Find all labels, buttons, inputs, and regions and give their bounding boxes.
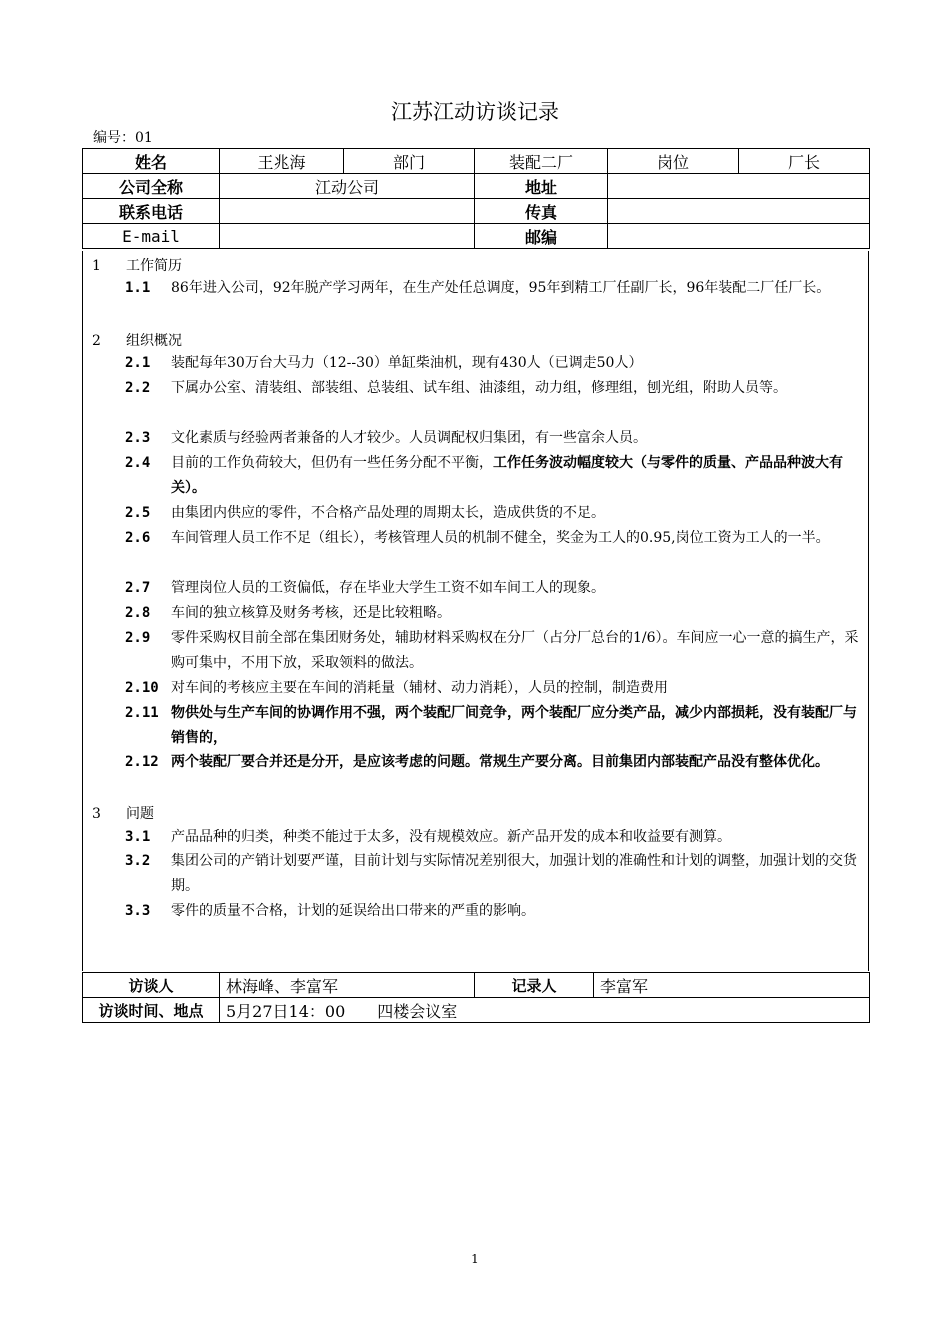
item-3-1 — [125, 825, 860, 850]
section-problems — [92, 803, 154, 823]
item-number: 2.2 — [125, 380, 151, 396]
section-number: 1 — [92, 258, 101, 274]
item-2-1 — [125, 351, 860, 376]
fax-value — [608, 199, 870, 224]
section-title: 问题 — [126, 806, 154, 822]
item-number: 2.11 — [125, 705, 159, 721]
item-2-11 — [125, 701, 860, 751]
interview-content — [82, 251, 869, 971]
name-label: 姓名 — [83, 149, 220, 174]
address-value — [608, 174, 870, 199]
page-number: 1 — [471, 1252, 479, 1266]
item-1-1 — [125, 276, 860, 301]
info-table — [82, 148, 870, 249]
item-number: 2.4 — [125, 455, 151, 471]
item-2-6 — [125, 526, 860, 551]
item-text — [171, 451, 860, 501]
email-value — [220, 224, 475, 249]
footer-row-people — [83, 973, 870, 998]
phone-value — [220, 199, 475, 224]
item-2-12 — [125, 750, 860, 775]
info-row-company — [83, 174, 870, 199]
item-text: 管理岗位人员的工资偏低，存在毕业大学生工资不如车间工人的现象。 — [171, 580, 605, 596]
item-number: 2.6 — [125, 530, 151, 546]
fax-label: 传真 — [475, 199, 608, 224]
item-text: 零件的质量不合格，计划的延误给出口带来的严重的影响。 — [171, 903, 535, 919]
item-text: 两个装配厂要合并还是分开，是应该考虑的问题。常规生产要分离。目前集团内部装配产品没有整体优化。 — [171, 754, 829, 770]
item-2-9 — [125, 626, 860, 676]
item-text: 文化素质与经验两者兼备的人才较少。人员调配权归集团，有一些富余人员。 — [171, 430, 647, 446]
section-number: 2 — [92, 333, 101, 349]
email-label: E-mail — [83, 224, 220, 249]
dept-value: 装配二厂 — [475, 149, 608, 174]
item-number: 2.3 — [125, 430, 151, 446]
item-text: 装配每年30万台大马力（12--30）单缸柴油机，现有430人（已调走50人） — [171, 355, 643, 371]
document-number: 编号：01 — [93, 130, 153, 146]
company-label: 公司全称 — [83, 174, 220, 199]
item-number: 3.3 — [125, 903, 151, 919]
item-text: 车间的独立核算及财务考核，还是比较粗略。 — [171, 605, 451, 621]
interviewer-label: 访谈人 — [83, 973, 220, 998]
dept-label: 部门 — [344, 149, 475, 174]
item-3-2 — [125, 849, 860, 899]
item-2-4 — [125, 451, 860, 501]
info-row-name — [83, 149, 870, 174]
zip-label: 邮编 — [475, 224, 608, 249]
item-number: 2.1 — [125, 355, 151, 371]
time-place-value: 5月27日14：00 四楼会议室 — [220, 998, 870, 1023]
item-number: 2.7 — [125, 580, 151, 596]
item-text: 零件采购权目前全部在集团财务处，辅助材料采购权在分厂（占分厂总台的1/6）。车间应一心一意的搞生产，采购可集中，不用下放，采取领料的做法。 — [171, 630, 859, 671]
section-work-history — [92, 255, 182, 275]
item-2-10 — [125, 676, 860, 701]
item-2-8 — [125, 601, 860, 626]
info-row-email — [83, 224, 870, 249]
recorder-value: 李富军 — [594, 973, 870, 998]
section-title: 工作简历 — [126, 258, 182, 274]
info-row-phone — [83, 199, 870, 224]
address-label: 地址 — [475, 174, 608, 199]
item-2-2 — [125, 376, 860, 401]
item-number: 3.2 — [125, 853, 151, 869]
item-number: 3.1 — [125, 829, 151, 845]
post-value: 厂长 — [739, 149, 870, 174]
footer-table — [82, 972, 870, 1023]
item-text-normal: 目前的工作负荷较大，但仍有一些任务分配不平衡， — [171, 455, 493, 471]
item-number: 2.8 — [125, 605, 151, 621]
item-text: 对车间的考核应主要在车间的消耗量（辅材、动力消耗），人员的控制，制造费用 — [171, 680, 668, 696]
section-organization — [92, 330, 182, 350]
item-2-3 — [125, 426, 860, 451]
time-place-label: 访谈时间、地点 — [83, 998, 220, 1023]
page-title: 江苏江动访谈记录 — [391, 100, 559, 124]
item-text: 下属办公室、清装组、部装组、总装组、试车组、油漆组，动力组，修理组，刨光组，附助人员等。 — [171, 380, 787, 396]
interviewer-value: 林海峰、李富军 — [220, 973, 475, 998]
item-text-bold: 工作任务波动幅度较大（与零件的质量、产品品种波大有关）。 — [171, 455, 843, 496]
item-text: 产品品种的归类，种类不能过于太多，没有规模效应。新产品开发的成本和收益要有测算。 — [171, 829, 731, 845]
item-number: 2.9 — [125, 630, 151, 646]
item-3-3 — [125, 899, 860, 924]
section-number: 3 — [92, 806, 101, 822]
footer-row-time — [83, 998, 870, 1023]
item-number: 2.12 — [125, 754, 159, 770]
item-text: 车间管理人员工作不足（组长），考核管理人员的机制不健全，奖金为工人的0.95,岗位工资为工人的一半。 — [171, 530, 830, 546]
item-text: 86年进入公司，92年脱产学习两年，在生产处任总调度，95年到精工厂任副厂长，96年装配二厂任厂长。 — [171, 280, 831, 296]
section-title: 组织概况 — [126, 333, 182, 349]
phone-label: 联系电话 — [83, 199, 220, 224]
name-value: 王兆海 — [220, 149, 344, 174]
post-label: 岗位 — [608, 149, 739, 174]
item-text: 物供处与生产车间的协调作用不强，两个装配厂间竞争，两个装配厂应分类产品，减少内部损耗，没有装配厂与销售的， — [171, 705, 857, 746]
zip-value — [608, 224, 870, 249]
item-text: 集团公司的产销计划要严谨，目前计划与实际情况差别很大，加强计划的准确性和计划的调整，加强计划的交货期。 — [171, 853, 857, 894]
item-2-7 — [125, 576, 860, 601]
item-text: 由集团内供应的零件，不合格产品处理的周期太长，造成供货的不足。 — [171, 505, 605, 521]
recorder-label: 记录人 — [475, 973, 594, 998]
company-value: 江动公司 — [220, 174, 475, 199]
item-number: 1.1 — [125, 280, 151, 296]
item-2-5 — [125, 501, 860, 526]
item-number: 2.10 — [125, 680, 159, 696]
item-number: 2.5 — [125, 505, 151, 521]
